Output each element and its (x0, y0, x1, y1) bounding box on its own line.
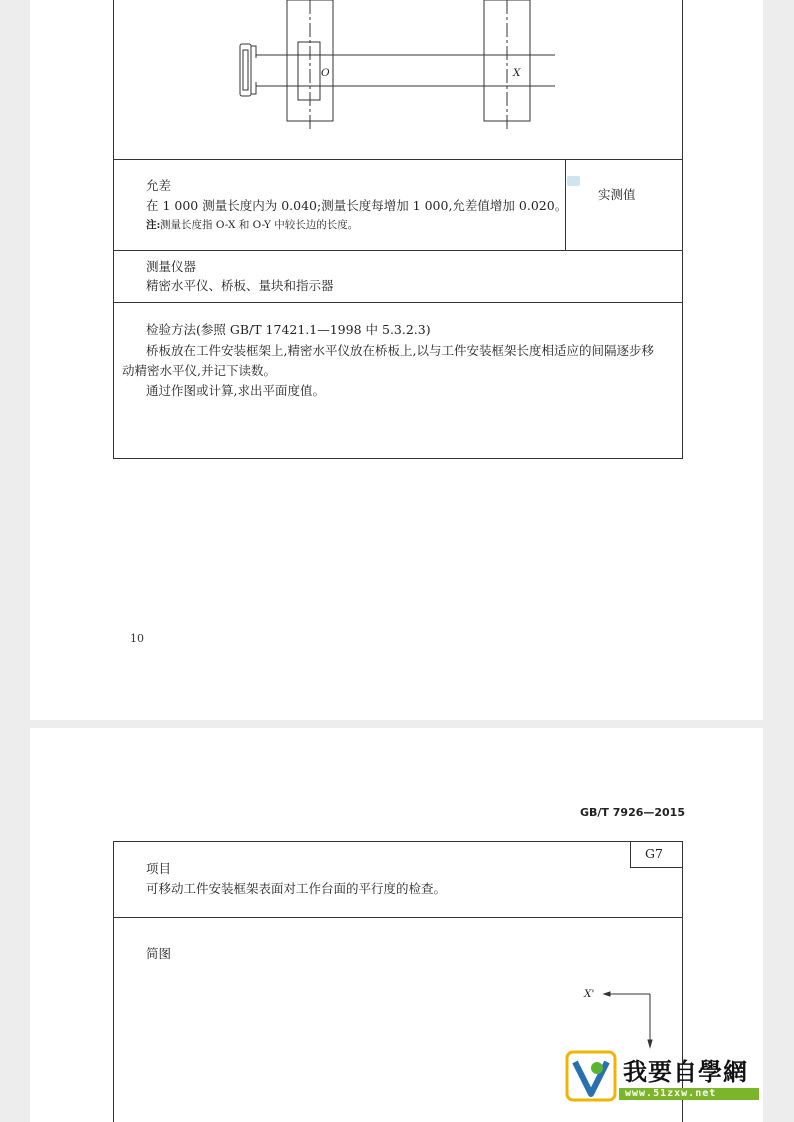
tolerance-text: 在 1 000 测量长度内为 0.040;测量长度每增加 1 000,允差值增加 0.020。 (146, 198, 568, 213)
standard-header: GB/T 7926—2015 (580, 806, 685, 819)
drawing-label-o: O (321, 67, 330, 79)
sketch-label-x: X' (584, 988, 595, 1000)
method-line-2: 动精密水平仪,并记下读数。 (122, 363, 276, 378)
method-line-3: 通过作图或计算,求出平面度值。 (146, 383, 325, 398)
tolerance-note-label: 注: (146, 219, 161, 231)
table2-top-border (113, 841, 683, 842)
table2-divider-item (113, 917, 683, 918)
sketch-title: 简图 (146, 946, 172, 961)
item-code: G7 (645, 846, 663, 861)
measured-value-label: 实测值 (598, 187, 636, 202)
measured-value-tag-icon (567, 176, 580, 186)
method-title: 检验方法(参照 GB/T 17421.1—1998 中 5.3.2.3) (146, 322, 431, 337)
watermark-logo (565, 1050, 760, 1102)
level-instrument-icon (240, 44, 251, 96)
table2-left-border (113, 841, 114, 1122)
table1-divider-instruments (113, 302, 683, 303)
instruments-title: 测量仪器 (146, 259, 197, 274)
instruments-text: 精密水平仪、桥板、量块和指示器 (146, 278, 334, 293)
item-title: 项目 (146, 861, 172, 876)
watermark-text: 我要自學網 (623, 1058, 748, 1086)
table1-left-border (113, 0, 114, 458)
table1-divider-tolerance (113, 250, 683, 251)
table1-right-border (682, 0, 683, 458)
watermark-url: www.51zxw.net (625, 1088, 717, 1099)
page-number: 10 (130, 632, 144, 645)
sketch-diagram (590, 985, 670, 1055)
item-text: 可移动工件安装框架表面对工作台面的平行度的检查。 (146, 881, 447, 896)
tolerance-note-text: 测量长度指 O-X 和 O-Y 中较长边的长度。 (160, 219, 359, 231)
table1-divider-drawing (113, 159, 683, 160)
tolerance-title: 允差 (146, 178, 172, 193)
table1-bottom-border (113, 458, 683, 459)
drawing-label-x: X (513, 67, 521, 79)
method-line-1: 桥板放在工件安装框架上,精密水平仪放在桥板上,以与工件安装框架长度相适应的间隔逐步移 (146, 343, 654, 358)
bridge-plate (298, 42, 320, 100)
